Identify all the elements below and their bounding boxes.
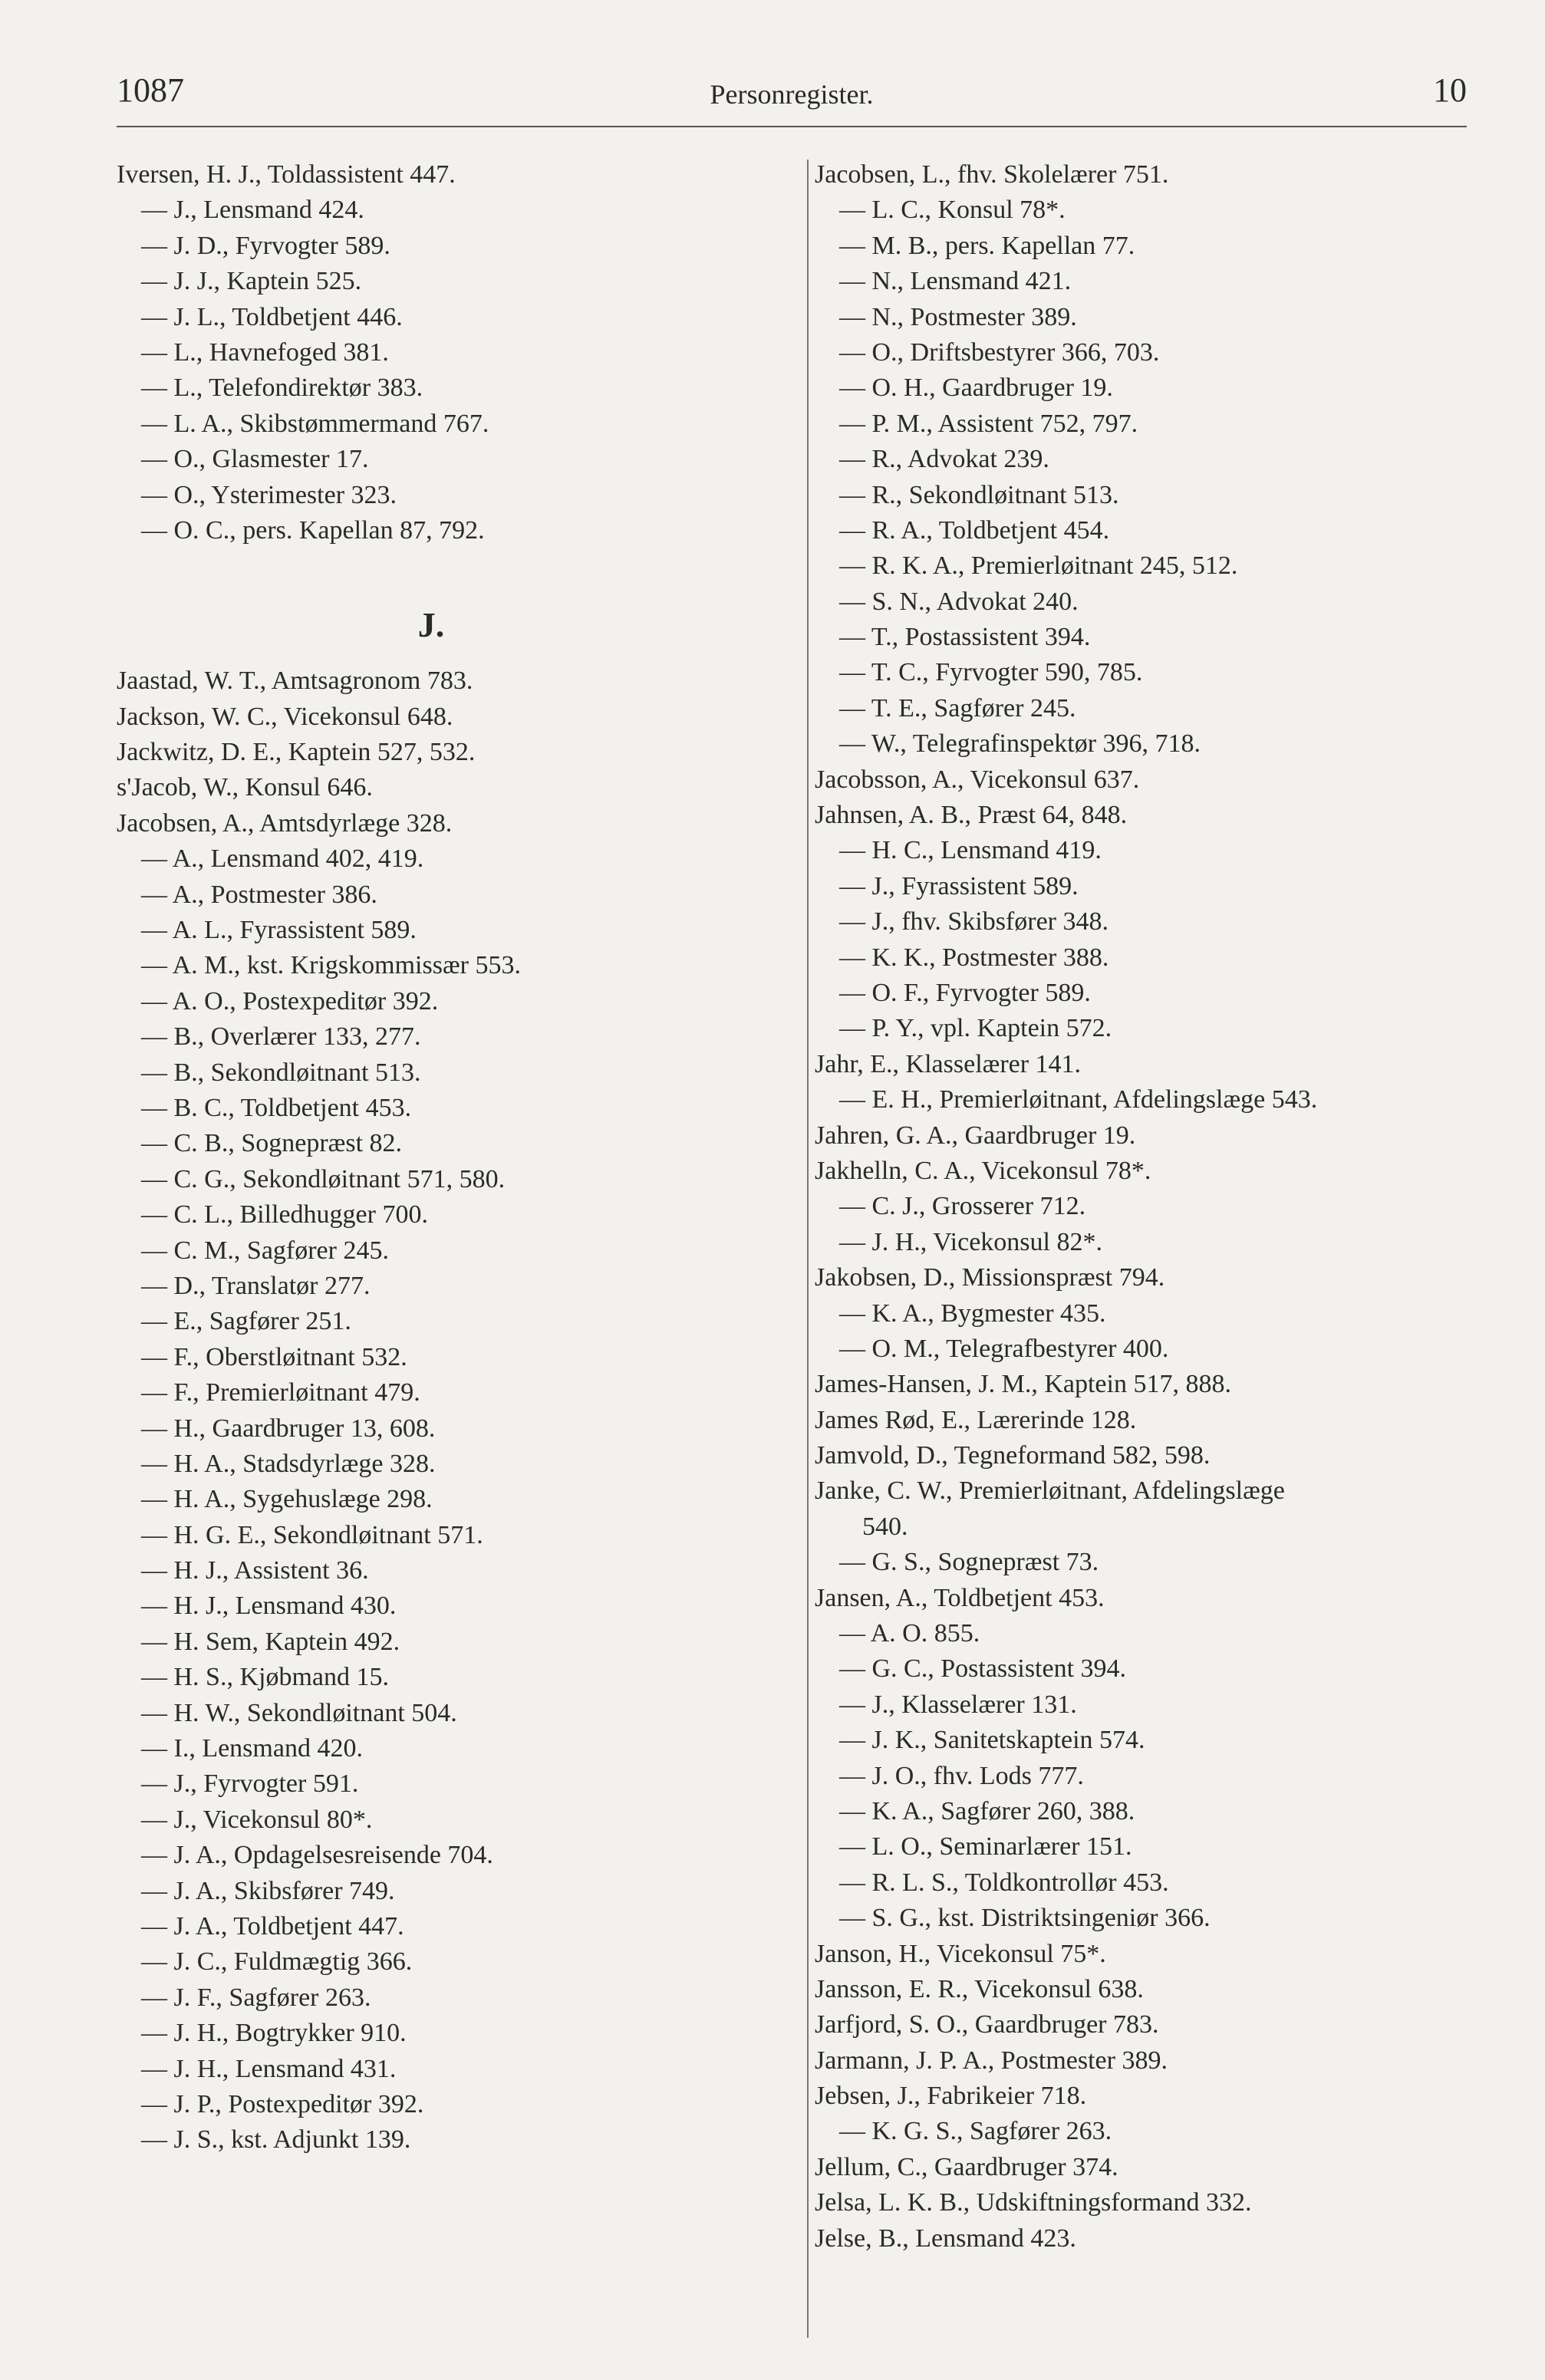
register-entry: — P. Y., vpl. Kaptein 572. bbox=[839, 1014, 1112, 1043]
register-entry: — O. M., Telegrafbestyrer 400. bbox=[839, 1334, 1169, 1363]
register-entry: — F., Premierløitnant 479. bbox=[141, 1378, 420, 1407]
register-entry: — J. J., Kaptein 525. bbox=[141, 267, 362, 296]
register-entry: — C. L., Billedhugger 700. bbox=[141, 1200, 428, 1230]
register-entry: — O., Ysterimester 323. bbox=[141, 480, 397, 509]
register-entry: — B. C., Toldbetjent 453. bbox=[141, 1093, 412, 1122]
page-title: Personregister. bbox=[710, 79, 874, 110]
register-entry: — J. H., Lensmand 431. bbox=[141, 2054, 397, 2083]
register-entry: Jansson, E. R., Vicekonsul 638. bbox=[815, 1974, 1144, 2003]
register-entry: — H. A., Stadsdyrlæge 328. bbox=[141, 1449, 436, 1478]
page-header bbox=[117, 71, 1467, 117]
register-entry: — I., Lensmand 420. bbox=[141, 1734, 363, 1763]
register-entry: — O., Glasmester 17. bbox=[141, 445, 369, 474]
register-entry: — H. J., Assistent 36. bbox=[141, 1556, 369, 1585]
right-column bbox=[815, 157, 1490, 2257]
register-entry: — J., Klasselærer 131. bbox=[839, 1690, 1077, 1719]
register-entry: — J. F., Sagfører 263. bbox=[141, 1983, 371, 2012]
register-entry: Jackson, W. C., Vicekonsul 648. bbox=[117, 702, 453, 731]
register-entry: — N., Postmester 389. bbox=[839, 302, 1077, 331]
register-entry: — T. C., Fyrvogter 590, 785. bbox=[839, 658, 1143, 687]
register-entry: — J. D., Fyrvogter 589. bbox=[141, 231, 390, 260]
register-entry: — J., Fyrvogter 591. bbox=[141, 1769, 359, 1799]
register-entry: Jackwitz, D. E., Kaptein 527, 532. bbox=[117, 738, 476, 767]
register-entry: — A., Postmester 386. bbox=[141, 880, 377, 909]
register-entry: — C. M., Sagfører 245. bbox=[141, 1236, 389, 1265]
register-entry: — L. C., Konsul 78*. bbox=[839, 196, 1066, 225]
register-entry: — L. O., Seminarlærer 151. bbox=[839, 1832, 1132, 1862]
register-entry: — S. G., kst. Distriktsingeniør 366. bbox=[839, 1904, 1211, 1933]
right-entries bbox=[815, 157, 1490, 2257]
register-entry: — L. A., Skibstømmermand 767. bbox=[141, 409, 489, 438]
page-number-right: 10 bbox=[1433, 71, 1467, 109]
left-column bbox=[117, 157, 792, 2158]
register-entry: Jahnsen, A. B., Præst 64, 848. bbox=[815, 801, 1128, 830]
register-entry: — H., Gaardbruger 13, 608. bbox=[141, 1414, 436, 1443]
register-entry: — J., Lensmand 424. bbox=[141, 196, 364, 225]
register-entry: — O. C., pers. Kapellan 87, 792. bbox=[141, 515, 485, 545]
register-entry: — J. O., fhv. Lods 777. bbox=[839, 1761, 1084, 1790]
register-entry: Jelse, B., Lensmand 423. bbox=[815, 2224, 1076, 2253]
register-entry: — L., Havnefoged 381. bbox=[141, 337, 389, 367]
register-entry: — H. G. E., Sekondløitnant 571. bbox=[141, 1520, 483, 1549]
register-entry: — A. L., Fyrassistent 589. bbox=[141, 916, 417, 945]
register-entry: — J. H., Bogtrykker 910. bbox=[141, 2019, 407, 2048]
register-entry: — H. S., Kjøbmand 15. bbox=[141, 1663, 389, 1692]
register-entry: — J. A., Opdagelsesreisende 704. bbox=[141, 1841, 493, 1870]
register-entry: Janke, C. W., Premierløitnant, Afdelingslæge bbox=[815, 1476, 1285, 1506]
register-entry: Jacobsen, L., fhv. Skolelærer 751. bbox=[815, 160, 1169, 189]
register-entry: — R. K. A., Premierløitnant 245, 512. bbox=[839, 551, 1238, 581]
register-entry: — W., Telegrafinspektør 396, 718. bbox=[839, 729, 1201, 759]
register-entry: Jansen, A., Toldbetjent 453. bbox=[815, 1583, 1105, 1612]
register-entry: — J., Vicekonsul 80*. bbox=[141, 1805, 373, 1834]
register-entry: — J. H., Vicekonsul 82*. bbox=[839, 1227, 1102, 1256]
register-entry: — M. B., pers. Kapellan 77. bbox=[839, 231, 1135, 260]
register-entry: Jakhelln, C. A., Vicekonsul 78*. bbox=[815, 1156, 1151, 1185]
register-entry: — N., Lensmand 421. bbox=[839, 267, 1072, 296]
register-entry: — O. F., Fyrvogter 589. bbox=[839, 978, 1091, 1007]
left-entries-after bbox=[117, 663, 792, 2158]
register-entry: Jelsa, L. K. B., Udskiftningsformand 332. bbox=[815, 2188, 1252, 2217]
register-entry: — S. N., Advokat 240. bbox=[839, 587, 1079, 616]
register-entry: — K. A., Bygmester 435. bbox=[839, 1299, 1106, 1328]
register-entry: — H. A., Sygehuslæge 298. bbox=[141, 1485, 433, 1514]
register-entry: — G. S., Sognepræst 73. bbox=[839, 1548, 1099, 1577]
register-entry: — J. A., Skibsfører 749. bbox=[141, 1876, 395, 1905]
register-entry: Iversen, H. J., Toldassistent 447. bbox=[117, 160, 456, 189]
register-entry: — R., Sekondløitnant 513. bbox=[839, 480, 1119, 509]
register-entry: — H. Sem, Kaptein 492. bbox=[141, 1627, 400, 1656]
register-entry: Jarfjord, S. O., Gaardbruger 783. bbox=[815, 2010, 1159, 2039]
register-entry: 540. bbox=[862, 1512, 908, 1541]
column-divider bbox=[807, 160, 809, 2338]
register-entry: — H. C., Lensmand 419. bbox=[839, 836, 1102, 865]
register-entry: James-Hansen, J. M., Kaptein 517, 888. bbox=[815, 1370, 1231, 1399]
register-entry: Jellum, C., Gaardbruger 374. bbox=[815, 2152, 1118, 2181]
register-entry: — A., Lensmand 402, 419. bbox=[141, 844, 424, 874]
register-entry: — T., Postassistent 394. bbox=[839, 623, 1091, 652]
register-entry: Jarmann, J. P. A., Postmester 389. bbox=[815, 2046, 1168, 2075]
register-entry: — R. L. S., Toldkontrollør 453. bbox=[839, 1868, 1169, 1897]
section-letter: J. bbox=[417, 605, 445, 645]
register-entry: — H. J., Lensmand 430. bbox=[141, 1592, 397, 1621]
register-entry: — J. S., kst. Adjunkt 139. bbox=[141, 2125, 411, 2155]
register-entry: — K. K., Postmester 388. bbox=[839, 943, 1109, 972]
register-entry: — R., Advokat 239. bbox=[839, 445, 1049, 474]
register-entry: s'Jacob, W., Konsul 646. bbox=[117, 773, 373, 802]
register-entry: Janson, H., Vicekonsul 75*. bbox=[815, 1939, 1106, 1968]
register-entry: Jacobsen, A., Amtsdyrlæge 328. bbox=[117, 808, 453, 838]
register-entry: — J., Fyrassistent 589. bbox=[839, 871, 1079, 900]
page-number-left: 1087 bbox=[117, 71, 184, 109]
register-entry: — L., Telefondirektør 383. bbox=[141, 374, 423, 403]
register-entry: — A. O., Postexpeditør 392. bbox=[141, 986, 439, 1016]
register-entry: — J. L., Toldbetjent 446. bbox=[141, 302, 403, 331]
register-entry: — G. C., Postassistent 394. bbox=[839, 1654, 1127, 1684]
register-entry: — J. A., Toldbetjent 447. bbox=[141, 1911, 404, 1941]
register-entry: — B., Sekondløitnant 513. bbox=[141, 1058, 421, 1087]
register-entry: — C. J., Grosserer 712. bbox=[839, 1192, 1086, 1221]
register-entry: — R. A., Toldbetjent 454. bbox=[839, 515, 1110, 545]
register-entry: — K. G. S., Sagfører 263. bbox=[839, 2117, 1112, 2146]
register-entry: Jebsen, J., Fabrikeier 718. bbox=[815, 2082, 1087, 2111]
register-entry: James Rød, E., Lærerinde 128. bbox=[815, 1405, 1137, 1434]
register-entry: Jaastad, W. T., Amtsagronom 783. bbox=[117, 667, 473, 696]
register-entry: Jakobsen, D., Missionspræst 794. bbox=[815, 1263, 1165, 1292]
register-entry: Jahren, G. A., Gaardbruger 19. bbox=[815, 1121, 1136, 1150]
left-entries-before bbox=[117, 157, 792, 548]
register-entry: — J., fhv. Skibsfører 348. bbox=[839, 907, 1109, 937]
register-entry: — A. M., kst. Krigskommissær 553. bbox=[141, 951, 521, 980]
register-entry: — B., Overlærer 133, 277. bbox=[141, 1022, 421, 1052]
register-entry: — C. B., Sognepræst 82. bbox=[141, 1129, 403, 1158]
register-entry: — J. K., Sanitetskaptein 574. bbox=[839, 1726, 1145, 1755]
register-entry: — J. C., Fuldmægtig 366. bbox=[141, 1947, 413, 1977]
register-entry: — F., Oberstløitnant 532. bbox=[141, 1342, 407, 1371]
register-entry: Jamvold, D., Tegneformand 582, 598. bbox=[815, 1441, 1211, 1470]
register-entry: — P. M., Assistent 752, 797. bbox=[839, 409, 1138, 438]
header-divider bbox=[117, 126, 1467, 127]
register-entry: — A. O. 855. bbox=[839, 1619, 980, 1648]
register-entry: Jahr, E., Klasselærer 141. bbox=[815, 1049, 1082, 1078]
register-entry: — J. P., Postexpeditør 392. bbox=[141, 2089, 424, 2118]
register-entry: — T. E., Sagfører 245. bbox=[839, 693, 1076, 723]
register-entry: Jacobsson, A., Vicekonsul 637. bbox=[815, 765, 1140, 794]
register-entry: — O. H., Gaardbruger 19. bbox=[839, 374, 1113, 403]
register-entry: — K. A., Sagfører 260, 388. bbox=[839, 1796, 1135, 1825]
register-entry: — O., Driftsbestyrer 366, 703. bbox=[839, 337, 1160, 367]
register-entry: — E., Sagfører 251. bbox=[141, 1307, 351, 1336]
register-entry: — H. W., Sekondløitnant 504. bbox=[141, 1698, 457, 1727]
register-entry: — E. H., Premierløitnant, Afdelingslæge 543. bbox=[839, 1085, 1318, 1114]
register-entry: — D., Translatør 277. bbox=[141, 1271, 371, 1300]
register-entry: — C. G., Sekondløitnant 571, 580. bbox=[141, 1164, 506, 1193]
